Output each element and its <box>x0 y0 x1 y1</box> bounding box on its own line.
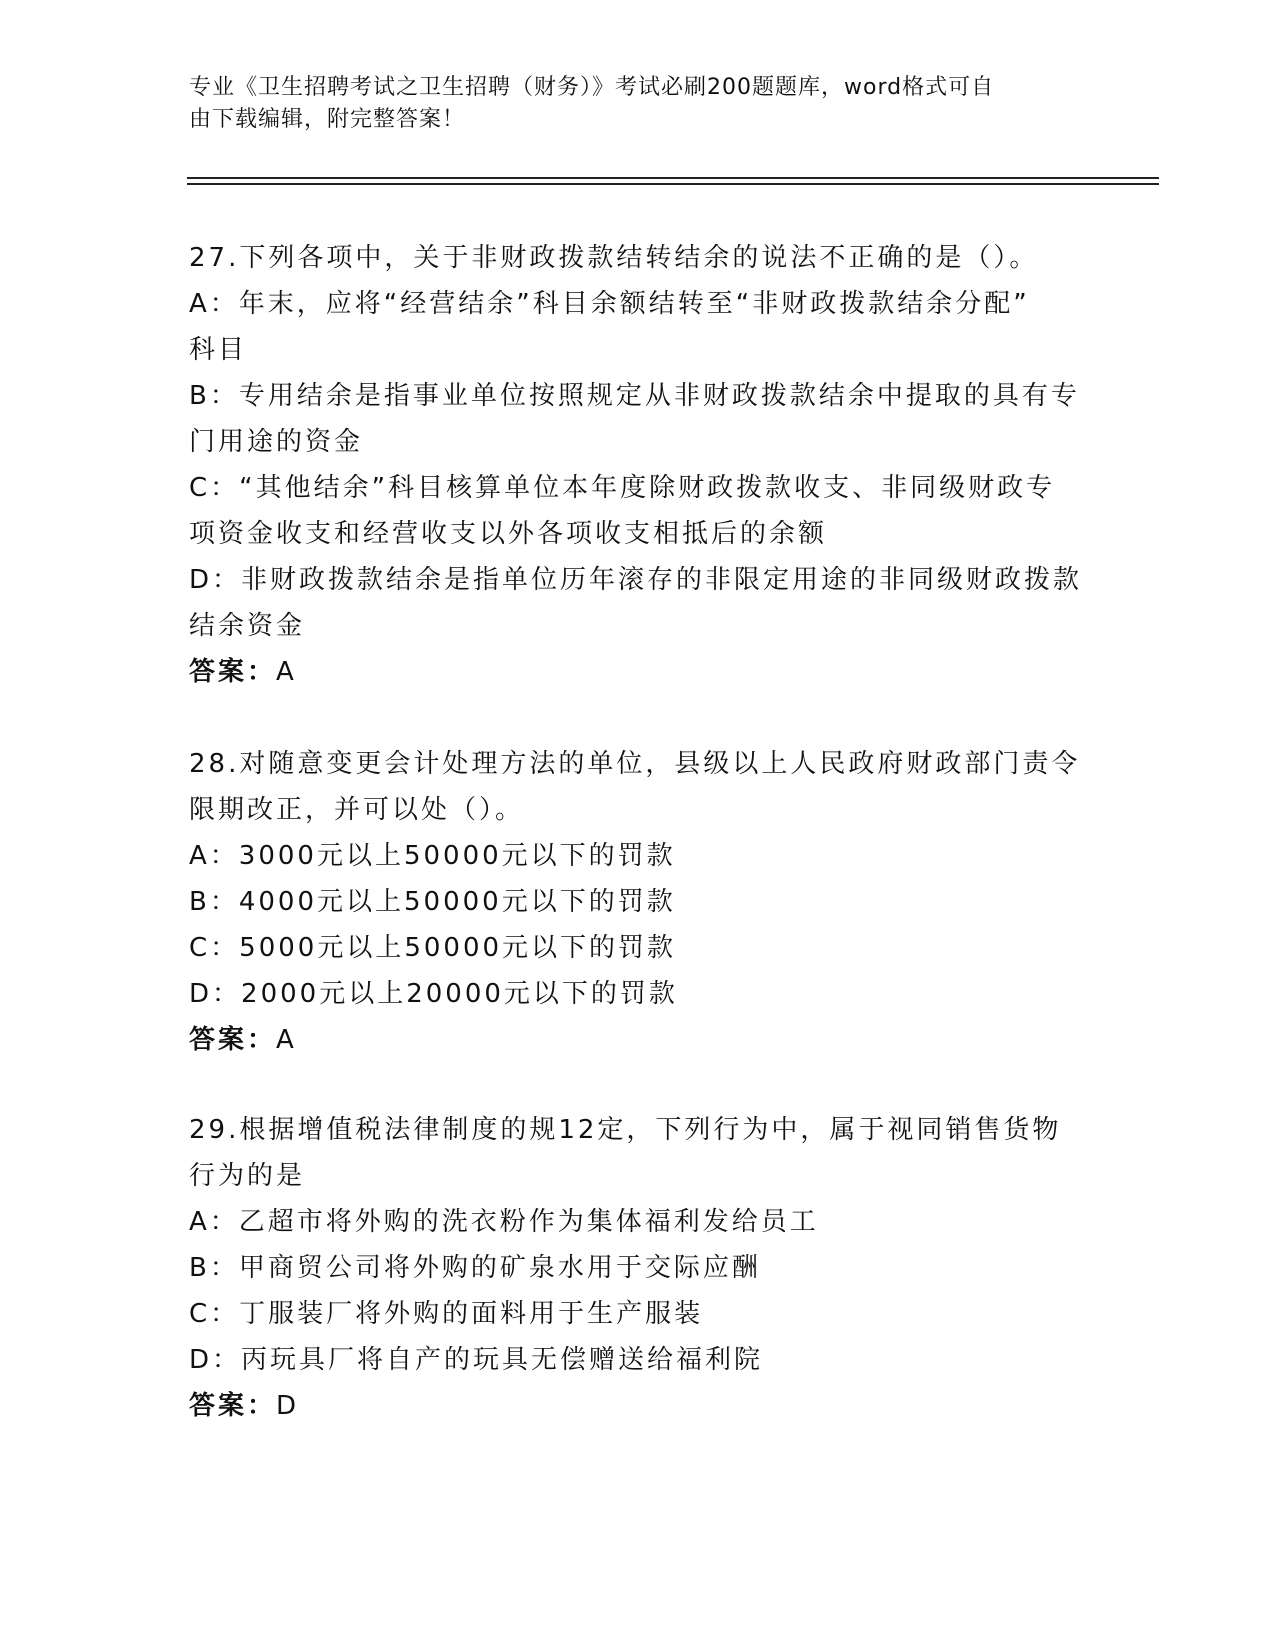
option-d: D：2000元以上20000元以下的罚款 <box>189 979 678 1009</box>
option-b-line-2: 门用途的资金 <box>189 427 364 457</box>
option-d: D：丙玩具厂将自产的玩具无偿赠送给福利院 <box>189 1345 764 1375</box>
option-a: A：3000元以上50000元以下的罚款 <box>189 841 676 871</box>
answer-value: A <box>276 1025 297 1055</box>
document-header <box>189 72 1079 136</box>
answer-label: 答案： <box>189 657 277 687</box>
option-a-line-1: A：年末，应将“经营结余”科目余额结转至“非财政拨款结余分配” <box>189 289 1030 319</box>
answer-line <box>189 649 1089 695</box>
answer-line <box>189 1383 1089 1429</box>
header-line-2: 由下载编辑，附完整答案！ <box>189 107 466 132</box>
option-c: C：5000元以上50000元以下的罚款 <box>189 933 677 963</box>
answer-value: A <box>276 657 297 687</box>
option-d-line-1: D：非财政拨款结余是指单位历年滚存的非限定用途的非同级财政拨款 <box>189 565 1083 595</box>
option-c: C：丁服装厂将外购的面料用于生产服装 <box>189 1299 704 1329</box>
option-b <box>189 373 1089 465</box>
question-stem-line-1: 29.根据增值税法律制度的规12定，下列行为中，属于视同销售货物 <box>189 1115 1062 1145</box>
header-line-1: 专业《卫生招聘考试之卫生招聘（财务）》考试必刷200题题库，word格式可自 <box>189 75 995 100</box>
option-b: B：4000元以上50000元以下的罚款 <box>189 887 676 917</box>
option-a-line-2: 科目 <box>189 335 248 365</box>
question-stem-line-1: 28.对随意变更会计处理方法的单位，县级以上人民政府财政部门责令 <box>189 749 1081 779</box>
option-c <box>189 465 1089 557</box>
answer-label: 答案： <box>189 1025 277 1055</box>
question-28 <box>189 741 1089 1063</box>
question-27 <box>189 235 1089 695</box>
option-c-line-1: C：“其他结余”科目核算单位本年度除财政拨款收支、非同级财政专 <box>189 473 1056 503</box>
answer-value: D <box>276 1391 300 1421</box>
question-stem: 27.下列各项中，关于非财政拨款结转结余的说法不正确的是（）。 <box>189 243 1039 273</box>
option-b: B：甲商贸公司将外购的矿泉水用于交际应酬 <box>189 1253 761 1283</box>
option-c-line-2: 项资金收支和经营收支以外各项收支相抵后的余额 <box>189 519 828 549</box>
option-a <box>189 281 1089 373</box>
question-29 <box>189 1107 1089 1429</box>
header-divider-top <box>187 177 1159 179</box>
question-stem-line-2: 限期改正，并可以处（）。 <box>189 795 525 825</box>
answer-label: 答案： <box>189 1391 277 1421</box>
option-a: A：乙超市将外购的洗衣粉作为集体福利发给员工 <box>189 1207 819 1237</box>
option-d <box>189 557 1089 649</box>
option-d-line-2: 结余资金 <box>189 611 306 641</box>
answer-line <box>189 1017 1089 1063</box>
question-stem-line-2: 行为的是 <box>189 1161 306 1191</box>
header-divider-bottom <box>187 183 1159 185</box>
option-b-line-1: B：专用结余是指事业单位按照规定从非财政拨款结余中提取的具有专 <box>189 381 1080 411</box>
